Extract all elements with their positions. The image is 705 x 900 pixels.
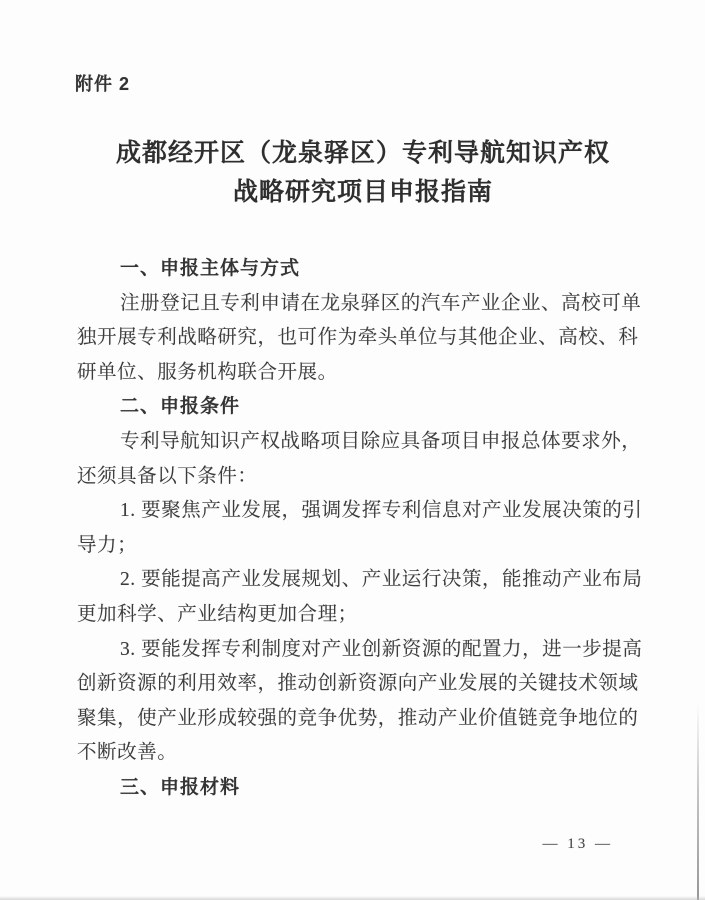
section-heading: 二、申报条件 xyxy=(120,396,241,418)
scan-bottom-edge-artifact xyxy=(0,896,705,900)
text-line: 不断改善。 xyxy=(77,742,178,764)
text-line: 创新资源的利用效率，推动创新资源向产业发展的关键技术领域 xyxy=(77,673,639,695)
document-title-line-2: 战略研究项目申报指南 xyxy=(232,178,493,206)
text-line: 2. 要能提高产业发展规划、产业运行决策，能推动产业布局 xyxy=(120,569,643,591)
page-number: — 13 — xyxy=(542,836,613,852)
text-line: 更加科学、产业结构更加合理； xyxy=(77,603,358,625)
text-line: 3. 要能发挥专利制度对产业创新资源的配置力，进一步提高 xyxy=(120,638,643,660)
text-line: 聚集，使产业形成较强的竞争优势，推动产业价值链竞争地位的 xyxy=(77,707,639,729)
text-line: 还须具备以下条件： xyxy=(77,465,258,487)
document-body xyxy=(77,252,643,806)
text-line: 导力； xyxy=(77,534,138,556)
section-heading: 三、申报材料 xyxy=(120,776,241,798)
text-line: 专利导航知识产权战略项目除应具备项目申报总体要求外， xyxy=(120,430,642,452)
section-heading: 一、申报主体与方式 xyxy=(120,258,301,279)
document-title xyxy=(80,134,646,212)
document-title-line-1: 成都经开区（龙泉驿区）专利导航知识产权 xyxy=(115,139,610,167)
text-line: 1. 要聚焦产业发展，强调发挥专利信息对产业发展决策的引 xyxy=(120,500,643,522)
attachment-label: 附件 2 xyxy=(75,74,131,94)
scan-edge-artifact xyxy=(697,703,699,900)
text-line: 独开展专利战略研究，也可作为牵头单位与其他企业、高校、科 xyxy=(77,327,639,349)
text-line: 注册登记且专利申请在龙泉驿区的汽车产业企业、高校可单 xyxy=(120,292,642,314)
text-line: 研单位、服务机构联合开展。 xyxy=(77,361,338,383)
